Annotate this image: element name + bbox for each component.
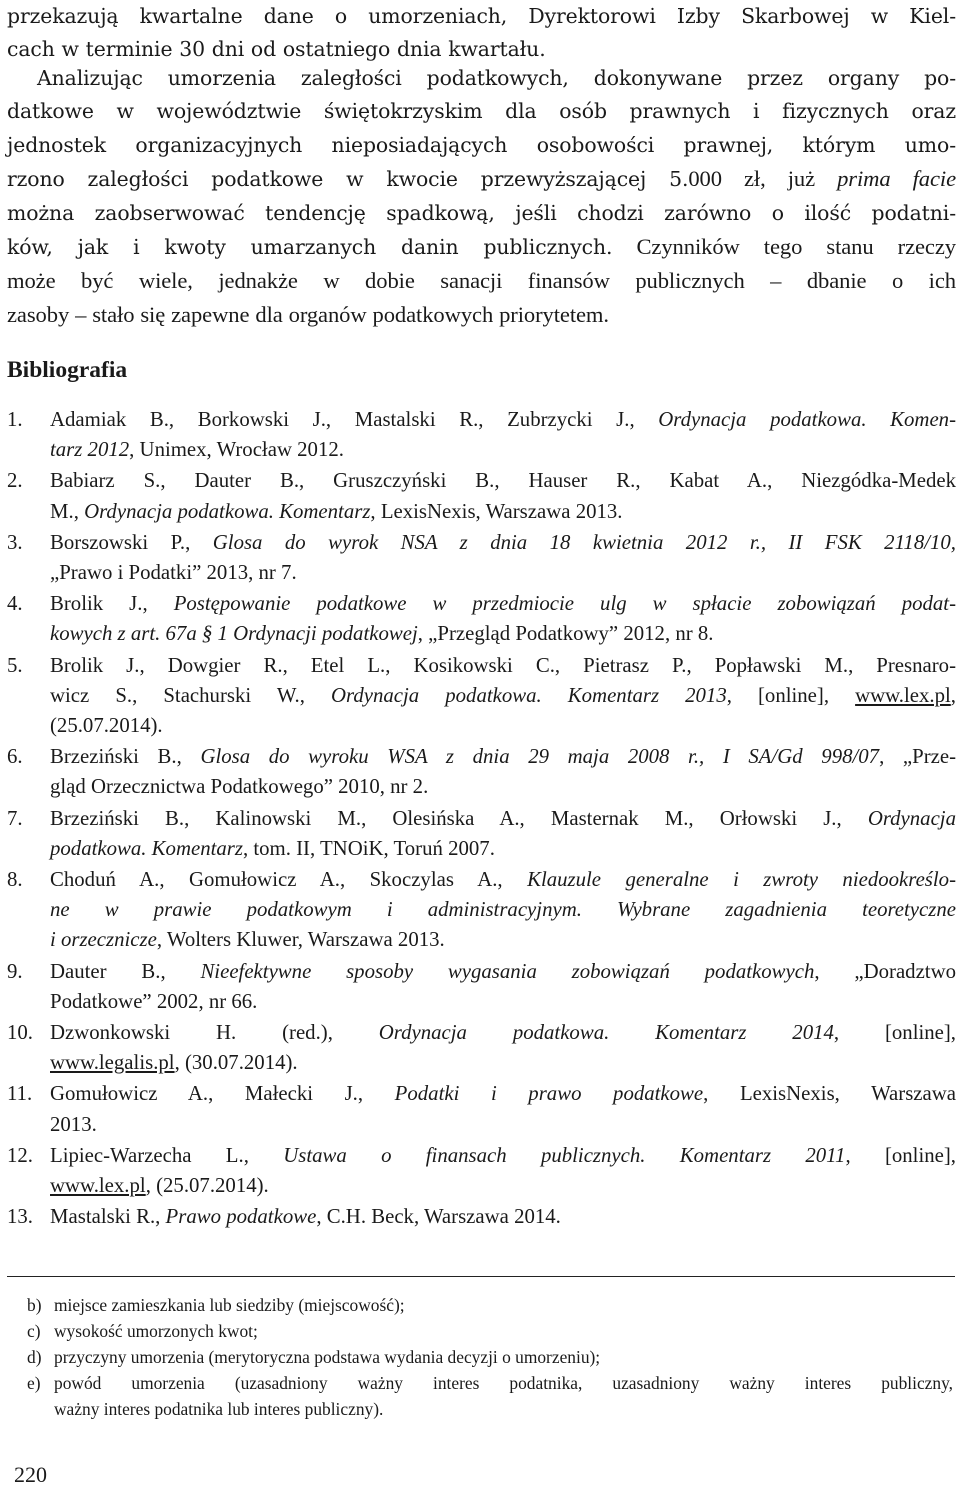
text-run: M., — [50, 499, 85, 523]
italic-title: Nieefektywne sposoby wygasania zobowiązań podatkowych — [200, 959, 815, 983]
text-run: , tom. II, TNOiK, Toruń 2007. — [242, 836, 495, 860]
italic-title: Podatki i prawo podatkowe — [394, 1082, 704, 1106]
text-run: Brzeziński B., Kalinowski M., Olesińska A., Masternak M., Orłowski J., — [50, 806, 868, 830]
text-run: , Wolters Kluwer, Warszawa 2013. — [156, 928, 445, 952]
footnote-letter: b) — [27, 1295, 42, 1315]
footnote-text: miejsce zamieszkania lub siedziby (miejscowość); — [54, 1295, 405, 1315]
item-number: 10. — [7, 1021, 33, 1045]
text-run: , Unimex, Wrocław 2012. — [129, 438, 344, 462]
text-run: , (30.07.2014). — [174, 1051, 298, 1075]
italic-title: tarz 2012 — [50, 438, 130, 462]
footnote-text: wysokość umorzonych kwot; — [54, 1321, 258, 1341]
italic-title: ne w prawie podatkowym i administracyjnym. Wybrane zagadnienia teoretyczne — [50, 898, 956, 922]
text-line — [50, 405, 956, 435]
text-line: przekazują kwartalne dane o umorzeniach, Dyrektorowi Izby Skarbowej w Kiel- — [7, 4, 956, 28]
list-item — [7, 1202, 956, 1232]
text-line — [50, 1171, 956, 1201]
text-run: , LexisNexis, Warszawa — [703, 1082, 956, 1106]
text-run: Dzwonkowski H. (red.), — [50, 1021, 379, 1045]
text-line: gląd Orzecznictwa Podatkowego” 2010, nr 2. — [50, 775, 429, 799]
text-line: cach w terminie 30 dni od ostatniego dnia kwartału. — [7, 37, 546, 62]
italic-title: Prawo podatkowe — [165, 1205, 317, 1229]
list-item — [7, 742, 956, 802]
text-line: Podatkowe” 2002, nr 66. — [50, 989, 258, 1013]
item-number: 8. — [7, 868, 23, 892]
text-line: można zaobserwować tendencję spadkową, jeśli chodzi zarówno o ilość podatni- — [7, 200, 956, 225]
italic-title: Ordynacja — [867, 806, 956, 830]
text-run: ków, jak i kwoty umarzanych danin publicznych. — [7, 235, 613, 260]
list-item — [7, 804, 956, 864]
text-line — [50, 804, 956, 834]
text-line — [50, 681, 956, 711]
italic-title: Glosa do wyrok NSA z dnia 18 kwietnia 2012 r., II FSK 2118/10, — [212, 530, 957, 554]
list-item — [7, 589, 956, 649]
url-link[interactable]: www.legalis.pl — [50, 1051, 175, 1075]
italic-title: Ordynacja podatkowa. Komentarz 2014 — [378, 1021, 834, 1045]
footnote-item — [27, 1370, 953, 1422]
text-line — [50, 834, 956, 864]
text-run: rzono zaległości podatkowe w kwocie przewyższającej 5. — [7, 167, 689, 192]
bibliography-heading: Bibliografia — [7, 357, 128, 383]
italic-title: Ordynacja podatkowa. Komentarz — [84, 499, 371, 523]
text-line — [50, 1141, 956, 1171]
text-line — [50, 742, 956, 772]
paragraph-analysis — [7, 62, 956, 331]
text-line: Babiarz S., Dauter B., Gruszczyński B., Hauser R., Kabat A., Niezgódka-Medek — [50, 469, 956, 493]
list-item — [7, 1079, 956, 1139]
list-item — [7, 528, 956, 588]
item-number: 4. — [7, 592, 23, 616]
text-line: (25.07.2014). — [50, 714, 163, 738]
text-line — [50, 925, 956, 955]
item-number: 13. — [7, 1205, 33, 1229]
text-line: Analizując umorzenia zaległości podatkowych, dokonywane przez organy po- — [37, 66, 956, 90]
text-run: Adamiak B., Borkowski J., Mastalski R., Zubrzycki J., — [50, 408, 659, 431]
text-line — [50, 619, 956, 649]
text-line — [50, 497, 956, 527]
item-number: 7. — [7, 806, 23, 830]
text-run: Gomułowicz A., Małecki J., — [50, 1082, 395, 1106]
footnotes — [27, 1292, 953, 1422]
footnote-text: ważny interes podatnika lub interes publiczny). — [54, 1399, 384, 1419]
list-item — [7, 466, 956, 526]
text-line — [50, 1048, 956, 1078]
text-line: jednostek organizacyjnych nieposiadających osobowości prawnej, którym umo- — [7, 132, 956, 157]
text-line — [50, 435, 956, 465]
url-link[interactable]: www.lex.pl — [855, 683, 951, 707]
italic-phrase: prima facie — [837, 166, 956, 192]
text-line — [50, 895, 956, 925]
paragraph-continued — [7, 0, 956, 67]
text-run: , — [950, 683, 956, 707]
text-run: , „Prze- — [879, 745, 957, 769]
italic-title: i orzecznicze — [50, 928, 157, 952]
italic-title: Ustawa o finansach publicznych. Komentarz 2011 — [283, 1143, 846, 1167]
list-item — [7, 957, 956, 1017]
text-run: Brolik J., — [50, 592, 174, 616]
list-item — [7, 865, 956, 956]
text-line — [50, 1018, 956, 1048]
text-run: Mastalski R., — [50, 1205, 166, 1229]
footnote-divider — [7, 1276, 955, 1277]
page-number: 220 — [14, 1462, 47, 1487]
text-run: , [online], — [845, 1143, 956, 1167]
text-run: , [online], — [833, 1021, 957, 1045]
text-line — [50, 957, 956, 987]
footnote-letter: c) — [27, 1321, 41, 1341]
text-run: , „Przegląd Podatkowy” 2012, nr 8. — [417, 622, 714, 646]
item-number: 2. — [7, 469, 23, 493]
footnote-item — [27, 1292, 953, 1318]
text-run: Dauter B., — [50, 959, 201, 983]
footnote-letter: e) — [27, 1373, 41, 1393]
item-number: 3. — [7, 530, 23, 554]
text-run: Borszowski P., — [50, 530, 213, 554]
item-number: 5. — [7, 653, 23, 677]
text-run: , (25.07.2014). — [145, 1174, 269, 1198]
text-run: wicz S., Stachurski W., — [50, 683, 332, 707]
bibliography-list — [7, 405, 956, 1232]
item-number: 1. — [7, 408, 23, 431]
item-number: 6. — [7, 745, 23, 769]
italic-title: Glosa do wyroku WSA z dnia 29 maja 2008 r., I SA/Gd 998/07 — [200, 745, 880, 769]
list-item — [7, 405, 956, 465]
list-item — [7, 1141, 956, 1201]
text-line — [50, 865, 956, 895]
text-run: Choduń A., Gomułowicz A., Skoczylas A., — [50, 868, 528, 892]
text-run: , „Doradztwo — [814, 959, 957, 983]
text-line — [50, 528, 956, 558]
text-run: Lipiec-Warzecha L., — [50, 1143, 284, 1167]
text-line: 2013. — [50, 1112, 97, 1136]
footnote-item — [27, 1318, 953, 1344]
list-item — [7, 651, 956, 742]
text-line — [7, 230, 956, 264]
footnote-text: przyczyny umorzenia (merytoryczna podstawa wydania decyzji o umorzeniu); — [54, 1347, 601, 1367]
text-run: Czynników tego stanu rzeczy — [612, 234, 956, 260]
text-run: 000 zł, już — [688, 166, 838, 192]
italic-title: kowych z art. 67a § 1 Ordynacji podatkowej — [50, 622, 418, 646]
italic-title: Klauzule generalne i zwroty niedookreślo- — [527, 868, 956, 892]
item-number: 9. — [7, 959, 23, 983]
text-line: datkowe w województwie świętokrzyskim dla osób prawnych i fizycznych oraz — [7, 99, 956, 124]
text-run: , C.H. Beck, Warszawa 2014. — [316, 1205, 561, 1229]
italic-title: podatkowa. Komentarz — [50, 836, 243, 860]
text-line: „Prawo i Podatki” 2013, nr 7. — [50, 561, 297, 585]
text-line: może być wiele, jednakże w dobie sanacji finansów publicznych – dbanie o ich — [7, 268, 956, 294]
item-number: 12. — [7, 1143, 33, 1167]
footnote-letter: d) — [27, 1347, 42, 1367]
footnote-text: powód umorzenia (uzasadniony ważny interes podatnika, uzasadniony ważny interes publiczny, — [54, 1373, 953, 1393]
text-run: Brzeziński B., — [50, 745, 201, 769]
text-line — [50, 1079, 956, 1109]
italic-title: Postępowanie podatkowe w przedmiocie ulg w spłacie zobowiązań podat- — [173, 592, 956, 616]
text-line — [50, 1202, 956, 1232]
italic-title: Ordynacja podatkowa. Komen- — [658, 408, 956, 431]
italic-title: Ordynacja podatkowa. Komentarz 2013 — [331, 683, 727, 707]
footnote-item — [27, 1344, 953, 1370]
text-line — [7, 162, 956, 196]
text-run: , LexisNexis, Warszawa 2013. — [370, 499, 623, 523]
text-line: zasoby – stało się zapewne dla organów podatkowych priorytetem. — [7, 301, 609, 327]
text-line: Brolik J., Dowgier R., Etel L., Kosikowski C., Pietrasz P., Popławski M., Presnaro- — [50, 653, 956, 677]
list-item — [7, 1018, 956, 1078]
url-link[interactable]: www.lex.pl — [50, 1174, 146, 1198]
text-line — [50, 589, 956, 619]
text-run: , [online], — [726, 683, 856, 707]
item-number: 11. — [7, 1082, 33, 1106]
